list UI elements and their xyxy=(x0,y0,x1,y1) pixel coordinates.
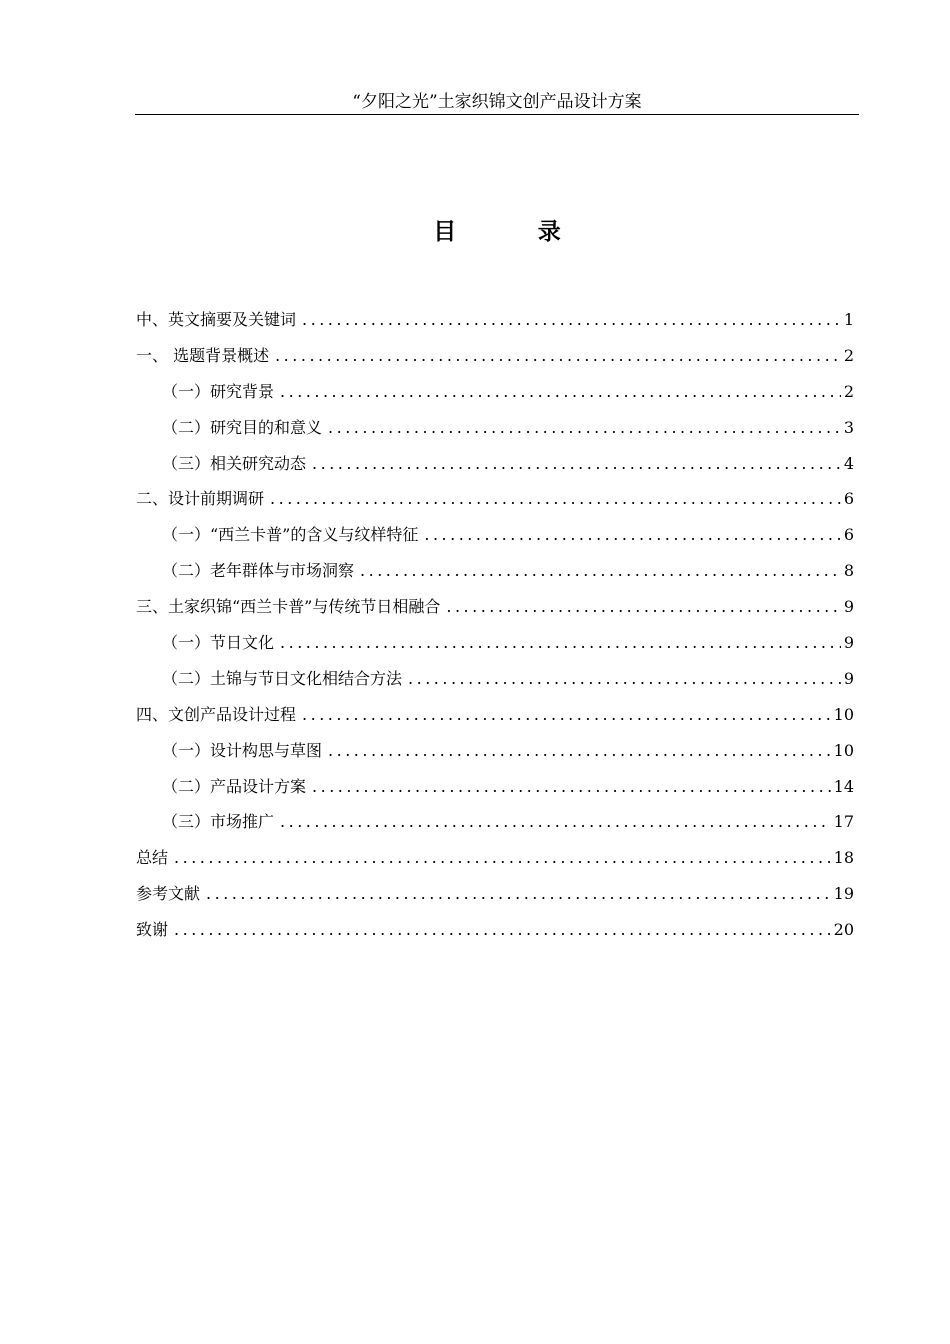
toc-entry-page-number: 10 xyxy=(833,704,854,724)
toc-dot-leader xyxy=(328,733,831,769)
toc-title: 目 录 xyxy=(433,218,598,245)
toc-entry[interactable] xyxy=(136,338,854,374)
toc-entry-page-number: 2 xyxy=(843,381,854,401)
toc-entry-page-number: 9 xyxy=(843,633,854,653)
toc-dot-leader xyxy=(270,481,841,517)
toc-entry-page-number: 6 xyxy=(843,489,854,509)
toc-dot-leader xyxy=(312,446,841,482)
toc-entry[interactable] xyxy=(136,374,854,410)
toc-entry-page-number: 14 xyxy=(833,776,854,796)
toc-entry-page-number: 10 xyxy=(833,740,854,760)
toc-entry-page-number: 17 xyxy=(833,812,854,832)
toc-entry[interactable] xyxy=(136,446,854,482)
toc-entry-label: 总结 xyxy=(136,848,169,868)
toc-entry-label: 三、土家织锦“西兰卡普”与传统节日相融合 xyxy=(136,597,441,617)
toc-entry[interactable] xyxy=(136,517,854,553)
toc-dot-leader xyxy=(302,302,841,338)
toc-entry-label: （三）市场推广 xyxy=(162,812,275,832)
toc-entry[interactable] xyxy=(136,697,854,733)
toc-entry-page-number: 20 xyxy=(833,920,854,940)
toc-entry-page-number: 18 xyxy=(833,848,854,868)
toc-dot-leader xyxy=(424,517,840,553)
toc-dot-leader xyxy=(280,804,831,840)
toc-entry-label: 一、 选题背景概述 xyxy=(136,345,270,365)
toc-entry-page-number: 19 xyxy=(833,884,854,904)
toc-entry-label: （二）土锦与节日文化相结合方法 xyxy=(162,668,403,688)
running-header: “夕阳之光”土家织锦文创产品设计方案 xyxy=(352,92,642,112)
toc-entry-label: （二）老年群体与市场洞察 xyxy=(162,561,355,581)
toc-dot-leader xyxy=(360,553,841,589)
toc-entry-label: （一）研究背景 xyxy=(162,381,275,401)
toc-entry[interactable] xyxy=(136,733,854,769)
toc-entry-page-number: 8 xyxy=(843,561,854,581)
toc-entry[interactable] xyxy=(136,553,854,589)
toc-entry-label: 二、设计前期调研 xyxy=(136,489,265,509)
toc-entry[interactable] xyxy=(136,481,854,517)
toc-dot-leader xyxy=(446,589,840,625)
toc-dot-leader xyxy=(408,661,841,697)
toc-dot-leader xyxy=(328,410,841,446)
header-rule xyxy=(135,114,859,115)
toc-entry-page-number: 9 xyxy=(843,668,854,688)
toc-dot-leader xyxy=(312,769,831,805)
toc-entry[interactable] xyxy=(136,769,854,805)
toc-entry[interactable] xyxy=(136,302,854,338)
toc-entry-label: （一）节日文化 xyxy=(162,633,275,653)
toc-entry[interactable] xyxy=(136,804,854,840)
toc-entry-page-number: 3 xyxy=(843,417,854,437)
toc-entry-page-number: 2 xyxy=(843,345,854,365)
toc-entry[interactable] xyxy=(136,661,854,697)
toc-entry[interactable] xyxy=(136,912,854,948)
toc-entry-label: （一）设计构思与草图 xyxy=(162,740,323,760)
toc-entry[interactable] xyxy=(136,876,854,912)
toc-dot-leader xyxy=(206,876,831,912)
toc-dot-leader xyxy=(280,374,841,410)
toc-entry[interactable] xyxy=(136,840,854,876)
toc-entry[interactable] xyxy=(136,625,854,661)
toc-entry-label: （一）“西兰卡普”的含义与纹样特征 xyxy=(162,525,419,545)
toc-dot-leader xyxy=(280,625,841,661)
toc-dot-leader xyxy=(275,338,841,374)
toc-dot-leader xyxy=(302,697,831,733)
toc-dot-leader xyxy=(174,912,831,948)
toc-entry[interactable] xyxy=(136,589,854,625)
toc-entry-label: 四、文创产品设计过程 xyxy=(136,704,297,724)
toc-list xyxy=(136,302,854,948)
toc-entry[interactable] xyxy=(136,410,854,446)
toc-entry-label: 中、英文摘要及关键词 xyxy=(136,310,297,329)
toc-entry-label: 致谢 xyxy=(136,920,169,940)
toc-entry-label: （三）相关研究动态 xyxy=(162,453,307,473)
toc-entry-label: （二）产品设计方案 xyxy=(162,776,307,796)
toc-entry-page-number: 4 xyxy=(843,453,854,473)
toc-dot-leader xyxy=(174,840,831,876)
toc-entry-page-number: 9 xyxy=(843,597,854,617)
toc-entry-label: （二）研究目的和意义 xyxy=(162,417,323,437)
toc-entry-page-number: 6 xyxy=(843,525,854,545)
toc-entry-label: 参考文献 xyxy=(136,884,201,904)
toc-entry-page-number: 1 xyxy=(843,310,854,329)
